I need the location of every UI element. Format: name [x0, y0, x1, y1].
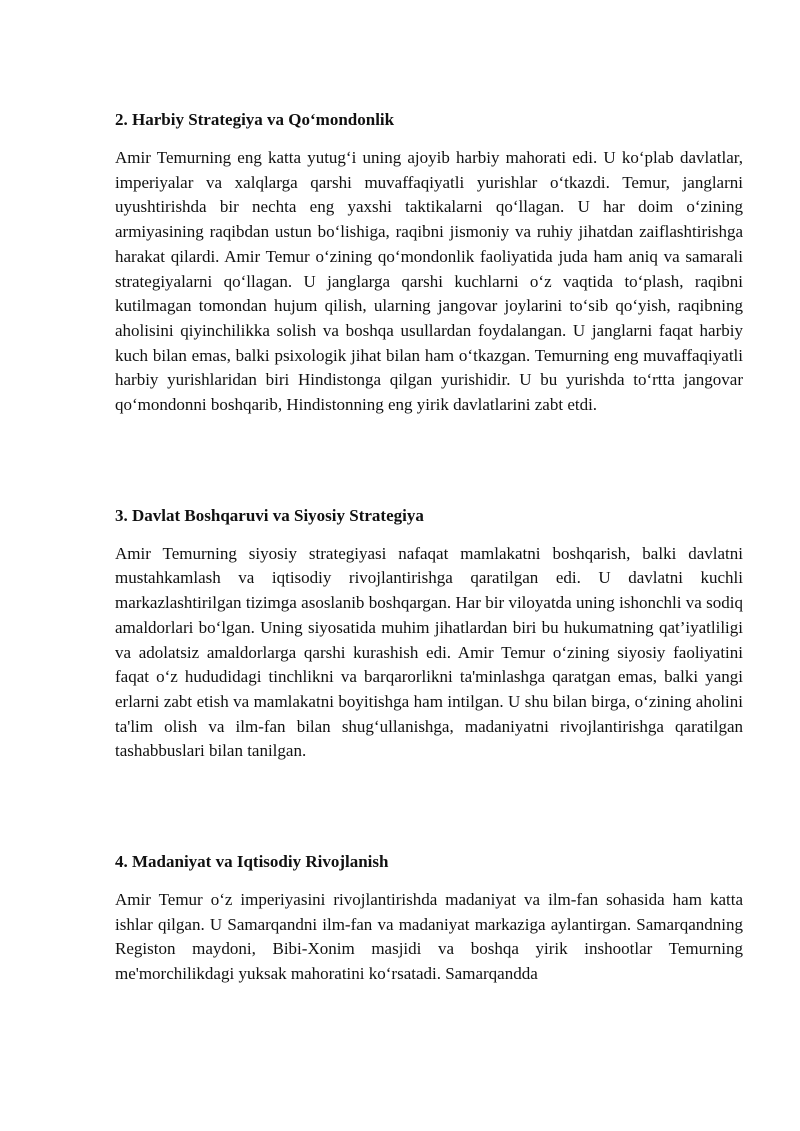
- section-culture-economy: [115, 850, 743, 987]
- section-military-strategy: [115, 108, 743, 418]
- section-heading: 2. Harbiy Strategiya va Qo‘mondonlik: [115, 110, 395, 129]
- section-heading: 4. Madaniyat va Iqtisodiy Rivojlanish: [115, 852, 389, 872]
- section-paragraph: Amir Temurning eng katta yutug‘i uning ajoyib harbiy mahorati edi. U ko‘plab davlatlar, imperiyalar va xalqlarga qarshi muvaffaqiyatli yurishlar o‘tkazdi. Temur, janglarni uyushtirishda bir nechta eng yaxshi taktikalarni qo‘llagan. U har doim o‘zining armiyasining raqibdan ustun bo‘lishiga, raqibni jismoniy va ruhiy jihatdan zaiflashtirishga harakat qilardi. Amir Temur o‘zining qo‘mondonlik faoliyatida juda ham aniq va samarali strategiyalarni qo‘llagan. U janglarga qarshi kuchlarni o‘z vaqtida to‘plash, raqibni kutilmagan tomondan hujum qilish, ularning jangovar joylarini to‘sib qo‘yish, raqibning aholisini qiyinchilikka solish va boshqa usullardan foydalangan. U janglarni faqat harbiy kuch bilan emas, balki psixologik jihat bilan ham o‘tkazgan. Temurning eng muvaffaqiyatli harbiy yurishlaridan biri Hindistonga qilgan yurishidir. U bu yurishda to‘rtta jangovar qo‘mondonni boshqarib, Hindistonning eng yirik davlatlarini zabt etdi.: [115, 148, 743, 415]
- document-page: [115, 108, 743, 987]
- section-state-governance: [115, 504, 743, 764]
- section-paragraph: Amir Temur o‘z imperiyasini rivojlantirishda madaniyat va ilm-fan sohasida ham katta ishlar qilgan. U Samarqandni ilm-fan va madaniyat markaziga aylantirgan. Samarqandning Registon maydoni, Bibi-Xonim masjidi va boshqa yirik inshootlar Temurning me'morchilikdagi yuksak mahoratini ko‘rsatadi. Samarqandda: [115, 890, 743, 984]
- section-spacer: [115, 764, 743, 850]
- section-paragraph: Amir Temurning siyosiy strategiyasi nafaqat mamlakatni boshqarish, balki davlatni mustahkamlash va iqtisodiy rivojlantirishga qaratilgan edi. U davlatni kuchli markazlashtirilgan tizimga asoslanib boshqargan. Har bir viloyatda uning ishonchli va sodiq amaldorlari bo‘lgan. Uning siyosatida muhim jihatlardan biri bu hukumatning qat’iyatliligi va adolatsiz amaldorlarga qarshi kurashish edi. Amir Temur o‘zining siyosiy faoliyatini faqat o‘z hududidagi tinchlikni va barqarorlikni ta'minlashga qaratgan emas, balki yangi erlarni zabt etish va mamlakatni boyitishga ham intilgan. U shu bilan birga, o‘zining aholini ta'lim olish va ilm-fan bilan shug‘ullanishga, madaniyatni rivojlantirishga qaratilgan tashabbuslari bilan tanilgan.: [115, 543, 743, 761]
- section-heading: 3. Davlat Boshqaruvi va Siyosiy Strategiya: [115, 505, 424, 525]
- section-spacer: [115, 418, 743, 504]
